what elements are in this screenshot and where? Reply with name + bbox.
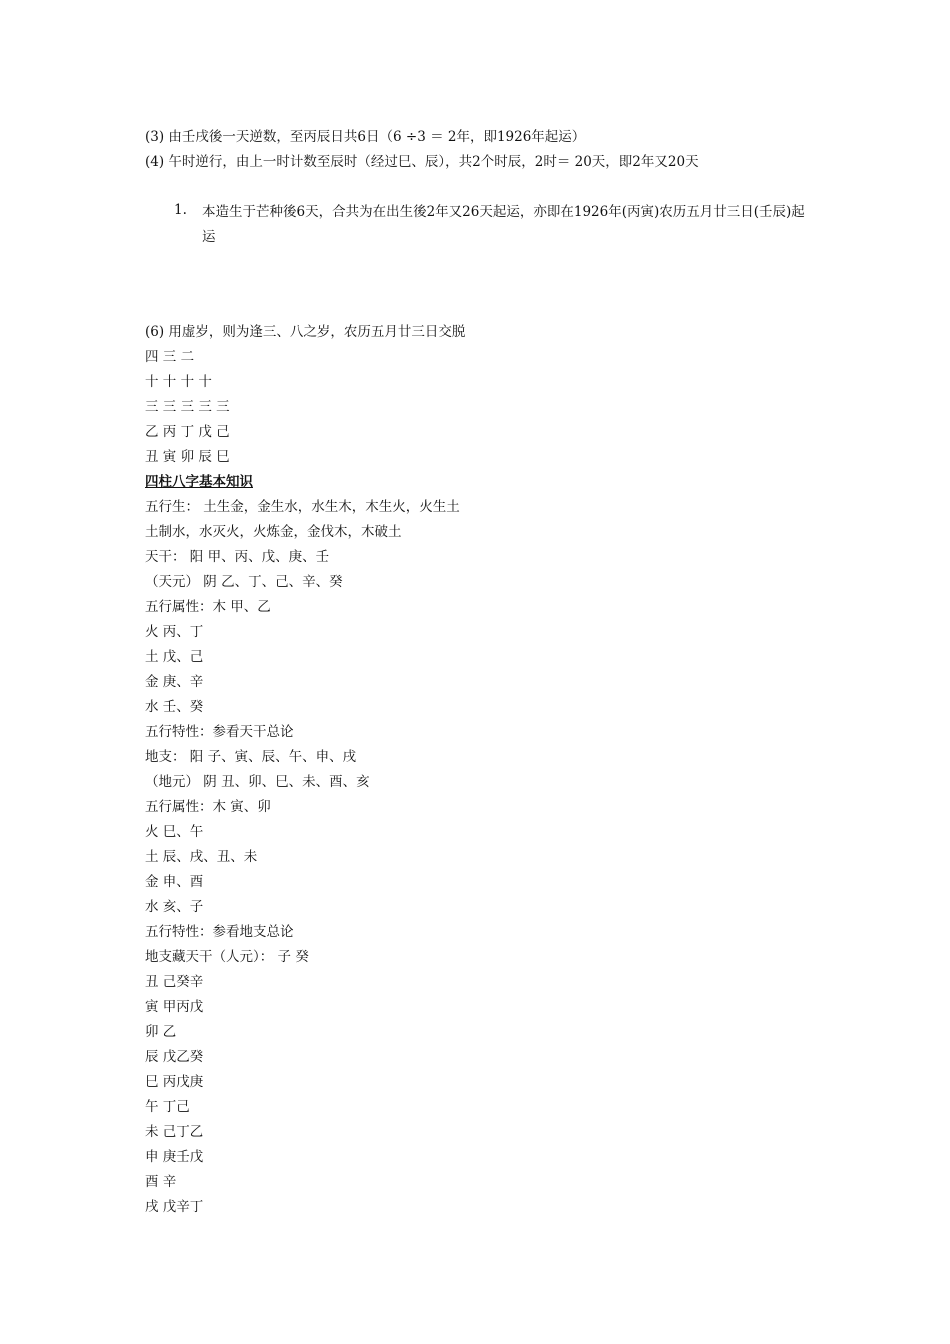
list-item: 丑 己癸辛 xyxy=(145,974,204,990)
list-item: 丑 寅 卯 辰 巳 xyxy=(145,449,230,465)
list-item: 三 三 三 三 三 xyxy=(145,399,230,415)
list-item: （地元） 阴 丑、卯、巳、未、酉、亥 xyxy=(145,774,370,790)
list-item: 五行属性：木 甲、乙 xyxy=(145,599,271,615)
line-step-6: (6) 用虚岁，则为逢三、八之岁，农历五月廿三日交脱 xyxy=(145,324,466,340)
list-item: 五行特性：参看地支总论 xyxy=(145,924,294,940)
numbered-paragraph: 本造生于芒种後6天，合共为在出生後2年又26天起运，亦即在1926年(丙寅)农历五月廿三日(壬辰)起运 xyxy=(202,204,805,245)
list-number: 1. xyxy=(174,202,187,218)
step-4-line: (4) 午时逆行，由上一时计数至辰时（经过巳、辰），共2个时辰，2时＝ 20天，即2年又20天 xyxy=(145,154,699,170)
list-item: 金 庚、辛 xyxy=(145,674,204,690)
list-item: 十 十 十 十 xyxy=(145,374,212,390)
list-item: 五行生： 土生金，金生水，水生木，木生火，火生土 xyxy=(145,499,460,515)
section-heading: 四柱八字基本知识 xyxy=(145,474,253,490)
list-item: 巳 丙戊庚 xyxy=(145,1074,204,1090)
step-3-line: (3) 由壬戌後一天逆数，至丙辰日共6日（6 ÷3 ＝ 2年，即1926年起运） xyxy=(145,129,586,145)
list-item: 五行特性：参看天干总论 xyxy=(145,724,294,740)
list-item: 土制水，水灭火，火炼金，金伐木，木破土 xyxy=(145,524,402,540)
list-item: 水 亥、子 xyxy=(145,899,204,915)
list-item: 土 戊、己 xyxy=(145,649,204,665)
list-item: 酉 辛 xyxy=(145,1174,177,1190)
list-item: 水 壬、癸 xyxy=(145,699,204,715)
list-item: 火 丙、丁 xyxy=(145,624,204,640)
list-item: 土 辰、戌、丑、未 xyxy=(145,849,258,865)
list-item: 午 丁己 xyxy=(145,1099,190,1115)
list-item: 未 己丁乙 xyxy=(145,1124,204,1140)
list-item: 四 三 二 xyxy=(145,349,195,365)
list-item: 戌 戊辛丁 xyxy=(145,1199,204,1215)
list-item: 乙 丙 丁 戊 己 xyxy=(145,424,230,440)
list-item: （天元） 阴 乙、丁、己、辛、癸 xyxy=(145,574,343,590)
list-item: 地支藏天干（人元）： 子 癸 xyxy=(145,949,309,965)
list-item: 寅 甲丙戊 xyxy=(145,999,204,1015)
list-item: 申 庚壬戊 xyxy=(145,1149,204,1165)
list-item: 火 巳、午 xyxy=(145,824,204,840)
list-item: 地支： 阳 子、寅、辰、午、申、戌 xyxy=(145,749,357,765)
list-item: 辰 戊乙癸 xyxy=(145,1049,204,1065)
list-item: 天干： 阳 甲、丙、戊、庚、壬 xyxy=(145,549,330,565)
list-item: 五行属性：木 寅、卯 xyxy=(145,799,271,815)
content-lines xyxy=(145,320,465,1220)
list-item: 卯 乙 xyxy=(145,1024,177,1040)
list-item: 金 申、酉 xyxy=(145,874,204,890)
